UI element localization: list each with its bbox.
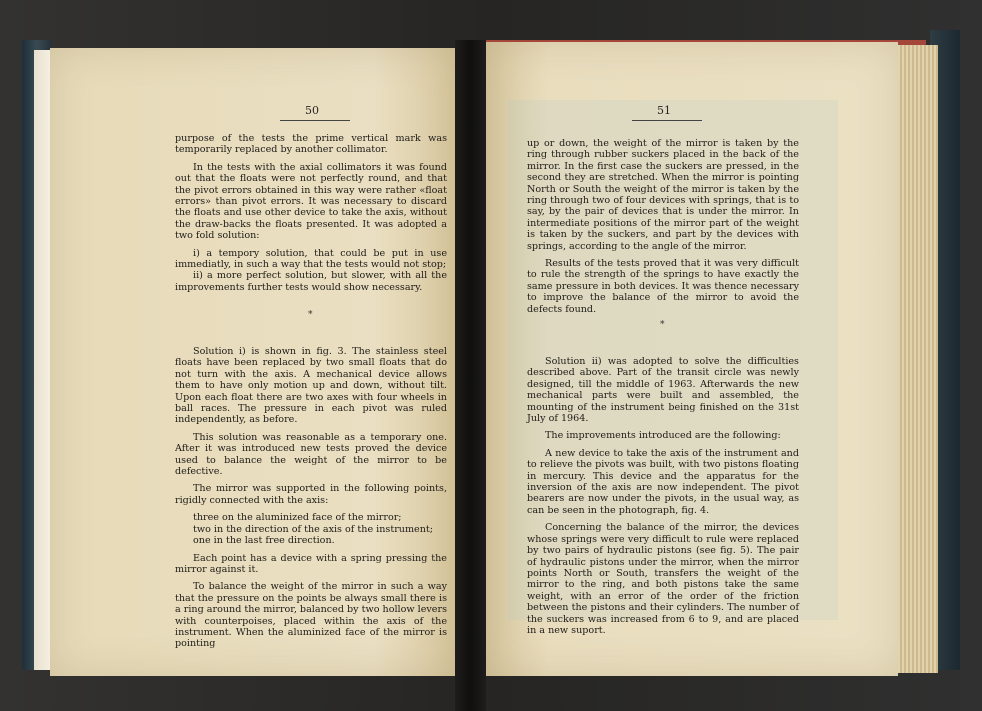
section-separator-left: * — [308, 310, 313, 320]
left-list-3: one in the last free direction. — [193, 535, 335, 547]
right-para-6: Concerning the balance of the mirror, the devices whose springs were very difficult to rule were replaced by two pairs of hydraulic pistons (see fig. 5). The pair of hydraulic pistons under the mirror, when the mirror points North or South, transfers the weight of the mirror to the ring, and both pistons take the same weight, with an error of the order of the friction between the pistons and their cylinders. The number of the suckers was increased from 6 to 9, and are placed in a new suport. — [527, 522, 799, 636]
right-column-top — [527, 138, 799, 321]
left-para-7: To balance the weight of the mirror in such a way that the pressure on the points be always small there is a ring around the mirror, balanced by two hollow levers with counterpoises, placed within the axis of the instrument. When the aluminized face of the mirror is pointing — [175, 581, 447, 650]
left-item-i: i) a tempory solution, that could be put in use immediatly, in such a way that the tests would not stop; — [175, 247, 447, 271]
left-para-1: purpose of the tests the prime vertical mark was temporarily replaced by another collimator. — [175, 133, 447, 156]
left-list-2: two in the direction of the axis of the instrument; — [193, 523, 434, 535]
right-para-5: A new device to take the axis of the instrument and to relieve the pivots was built, with two pistons floating in mercury. This device and the apparatus for the inversion of the axis are now independent. The pivot bearers are now under the pivots, in the usual way, as can be seen in the photograph, fig. 4. — [527, 447, 799, 516]
section-separator-right: * — [660, 320, 665, 330]
page-edges-right — [896, 45, 938, 673]
page-edges-left — [34, 50, 50, 670]
left-para-3: Solution i) is shown in fig. 3. The stainless steel floats have been replaced by two small floats that do not turn with the axis. A mechanical device allows them to have only motion up and down, without tilt. Upon each float there are two axes with four wheels in ball races. The pressure in each pivot was ruled independently, as before. — [175, 346, 447, 426]
left-list-1: three on the aluminized face of the mirror; — [193, 512, 402, 524]
left-para-4: This solution was reasonable as a temporary one. After it was introduced new tests proved the device used to balance the weight of the mirror to be defective. — [175, 431, 447, 478]
left-column-top — [175, 133, 447, 299]
right-para-4: The improvements introduced are the following: — [545, 430, 781, 442]
left-item-ii: ii) a more perfect solution, but slower, with all the improvements further tests would show necessary. — [175, 270, 447, 293]
page-number-right: 51 — [657, 104, 671, 117]
left-column-bottom — [175, 346, 447, 656]
right-column-bottom — [527, 356, 799, 642]
left-para-2: In the tests with the axial collimators it was found out that the floats were not perfectly round, and that the pivot errors obtained in this way were rather «float errors» than pivot errors. It was necessary to discard the floats and use other device to take the axis, without the draw-backs the floats presented. It was adopted a two fold solution: — [175, 161, 447, 242]
left-para-5: The mirror was supported in the following points, rigidly connected with the axis: — [175, 483, 447, 506]
page-number-rule-right — [632, 120, 702, 121]
left-para-6: Each point has a device with a spring pressing the mirror against it. — [175, 552, 447, 575]
book-gutter — [455, 40, 486, 711]
page-number-rule-left — [280, 120, 350, 121]
page-number-left: 50 — [305, 104, 319, 117]
right-para-2: Results of the tests proved that it was very difficult to rule the strength of the springs to have exactly the same pressure in both devices. It was thence necessary to improve the balance of the mirror to avoid the defects found. — [527, 258, 799, 315]
right-para-1: up or down, the weight of the mirror is taken by the ring through rubber suckers placed in the back of the mirror. In the first case the suckers are pressed, in the second they are stretched. When the mirror is pointing North or South the weight of the mirror is taken by the ring through two of four devices with springs, that is to say, by the pair of devices that is under the mirror. In intermediate positions of the mirror part of the weight is taken by the suckers, and part by the devices with springs, according to the angle of the mirror. — [527, 138, 799, 252]
right-para-3: Solution ii) was adopted to solve the difficulties described above. Part of the transit circle was newly designed, till the middle of 1963. Afterwards the new mechanical parts were built and assembled, the mounting of the instrument being finished on the 31st July of 1964. — [527, 356, 799, 425]
